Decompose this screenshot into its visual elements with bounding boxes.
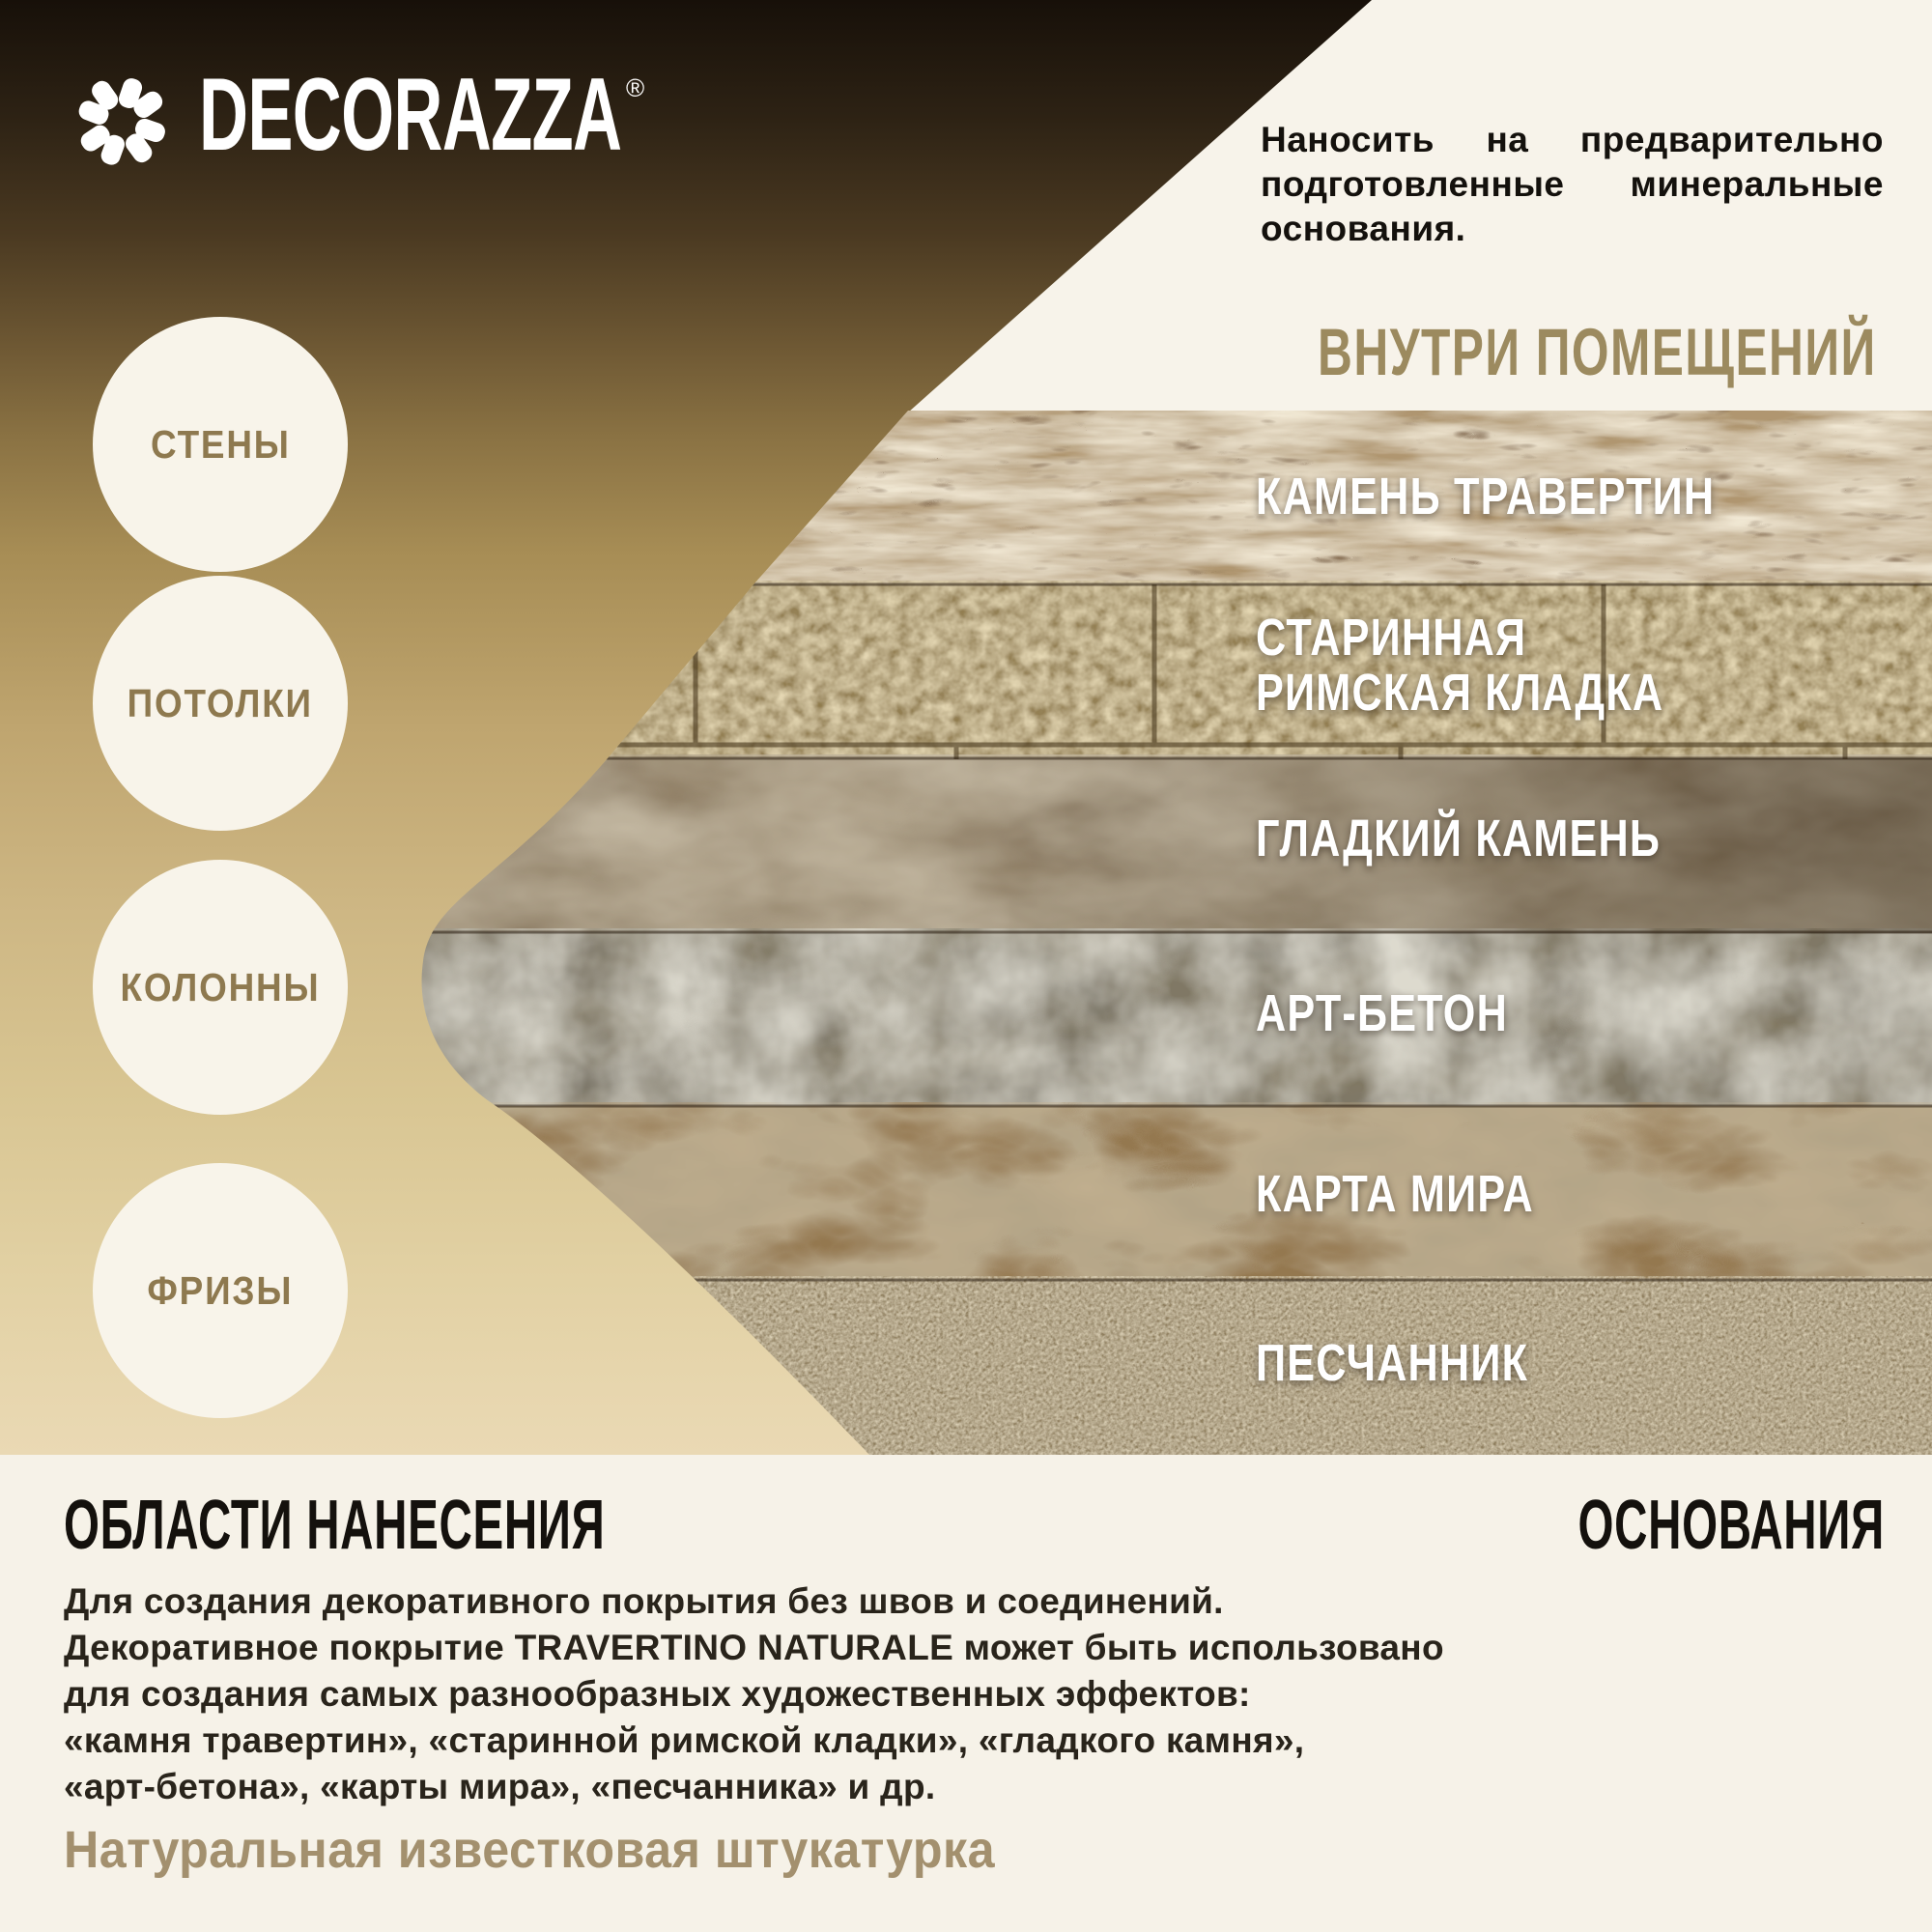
effect-label-sandstone: ПЕСЧАННИК bbox=[1256, 1334, 1529, 1392]
paragraph-line-4: «камня травертин», «старинной римской кладки», «гладкого камня», bbox=[64, 1720, 1305, 1760]
band-world-map-texture bbox=[367, 1106, 1932, 1281]
area-label-walls: СТЕНЫ bbox=[150, 421, 291, 467]
note-line-3: основания. bbox=[1261, 209, 1466, 248]
indoor-heading: ВНУТРИ ПОМЕЩЕНИЙ bbox=[1318, 315, 1877, 389]
note-line-2: подготовленные минеральные bbox=[1261, 164, 1884, 204]
area-label-columns: КОЛОННЫ bbox=[120, 964, 321, 1009]
heading-application-areas: ОБЛАСТИ НАНЕСЕНИЯ bbox=[64, 1487, 606, 1564]
decorazza-flower-icon bbox=[70, 70, 174, 174]
paragraph-line-3: для создания самых разнообразных художественных эффектов: bbox=[64, 1674, 1251, 1714]
effect-label-smooth-stone: ГЛАДКИЙ КАМЕНЬ bbox=[1256, 810, 1662, 867]
area-label-ceilings: ПОТОЛКИ bbox=[127, 680, 314, 725]
effect-label-art-concrete: АРТ-БЕТОН bbox=[1256, 984, 1508, 1042]
effect-label-roman-masonry-line2: РИМСКАЯ КЛАДКА bbox=[1256, 664, 1664, 722]
product-type-footnote: Натуральная известковая штукатурка bbox=[64, 1821, 995, 1879]
area-circle-friezes bbox=[93, 1163, 348, 1418]
area-circle-columns bbox=[93, 860, 348, 1115]
effect-label-travertine: КАМЕНЬ ТРАВЕРТИН bbox=[1256, 468, 1716, 526]
band-sandstone-texture bbox=[367, 1280, 1932, 1455]
area-circle-walls bbox=[93, 317, 348, 572]
application-note bbox=[1261, 118, 1884, 251]
description-paragraph bbox=[64, 1578, 1571, 1810]
bottom-section bbox=[0, 1455, 1932, 1932]
effect-label-roman-masonry bbox=[1256, 611, 1663, 721]
effect-label-roman-masonry-line1: СТАРИННАЯ bbox=[1256, 609, 1527, 667]
paragraph-line-5: «арт-бетона», «карты мира», «песчанника» и др. bbox=[64, 1767, 936, 1806]
heading-substrates: ОСНОВАНИЯ bbox=[1577, 1487, 1885, 1564]
paragraph-line-2: Декоративное покрытие TRAVERTINO NATURALE может быть использовано bbox=[64, 1628, 1444, 1667]
paragraph-line-1: Для создания декоративного покрытия без швов и соединений. bbox=[64, 1581, 1224, 1621]
brand-wordmark: DECORAZZA bbox=[199, 56, 622, 172]
note-line-1: Наносить на предварительно bbox=[1261, 120, 1884, 159]
band-art-concrete-texture bbox=[367, 932, 1932, 1107]
registered-trademark-icon: ® bbox=[626, 73, 645, 102]
area-circle-ceilings bbox=[93, 576, 348, 831]
area-label-friezes: ФРИЗЫ bbox=[147, 1267, 294, 1313]
effect-label-world-map: КАРТА МИРА bbox=[1256, 1165, 1534, 1223]
band-roman-masonry-texture bbox=[367, 584, 1932, 759]
